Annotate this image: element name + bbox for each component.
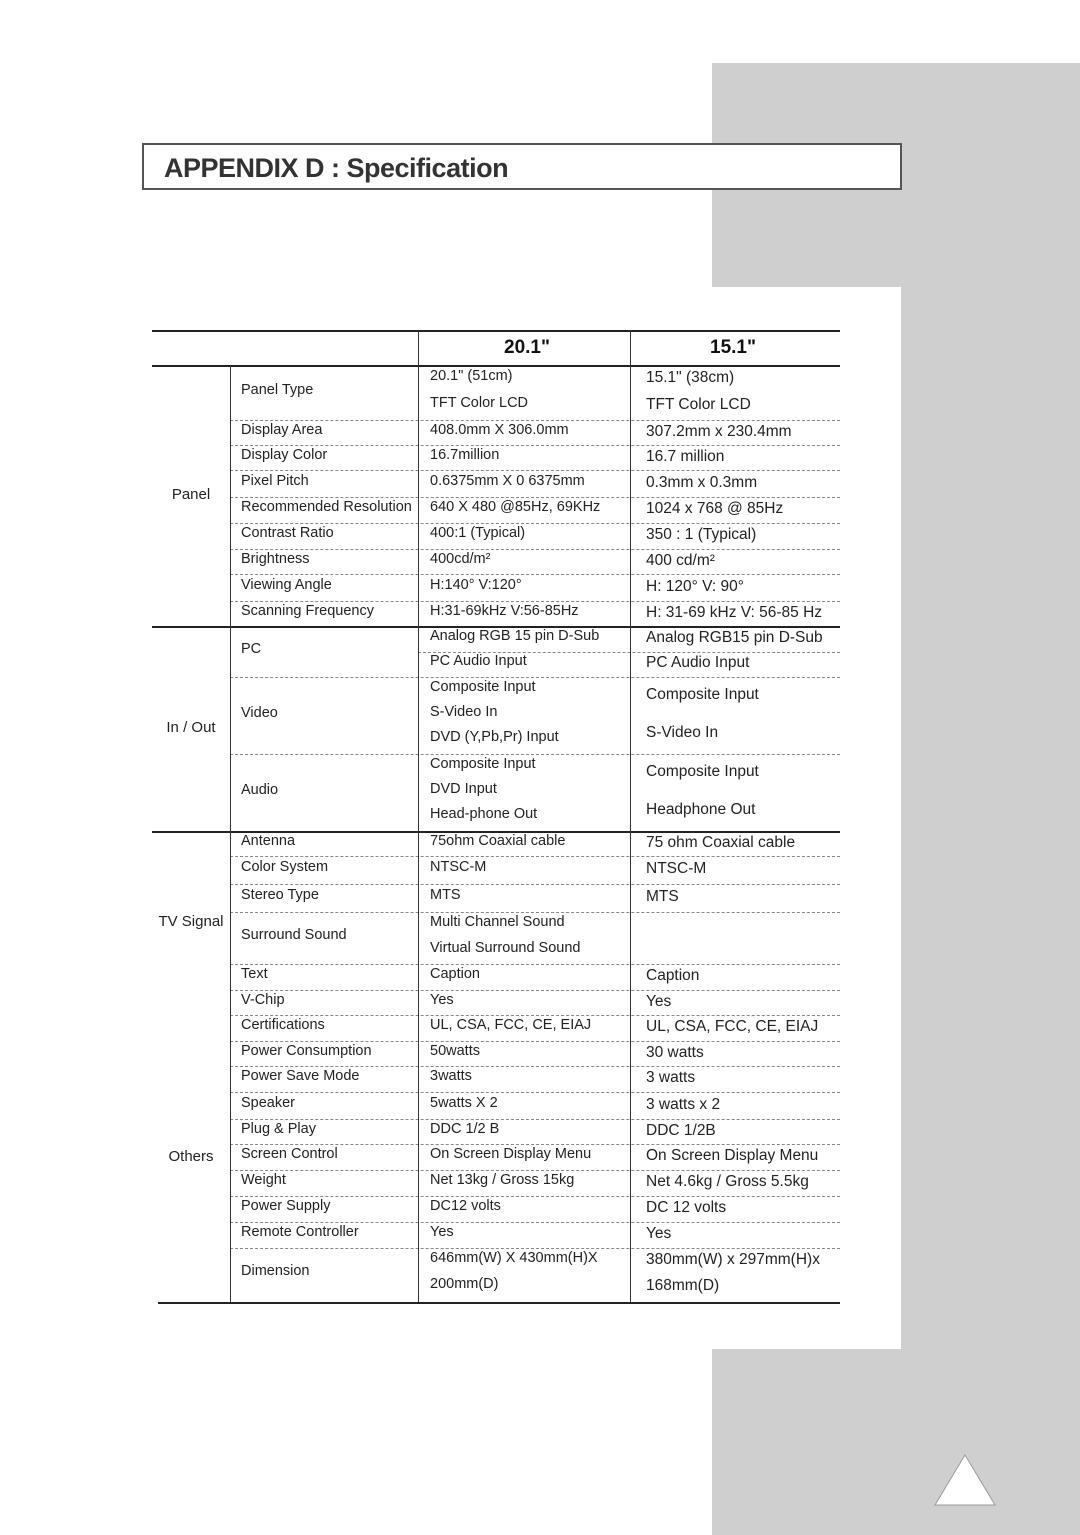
spec-label: Power Save Mode <box>241 1068 360 1084</box>
row-rule <box>230 1222 840 1223</box>
spec-value-20: Head-phone Out <box>430 806 538 822</box>
spec-value-20: Yes <box>430 992 454 1008</box>
spec-label: Text <box>241 966 268 982</box>
spec-value-15: 16.7 million <box>646 448 725 465</box>
spec-value-15: H: 120° V: 90° <box>646 578 744 595</box>
spec-value-20: UL, CSA, FCC, CE, EIAJ <box>430 1017 592 1033</box>
spec-label: Power Consumption <box>241 1043 372 1059</box>
spec-value-15: Yes <box>646 1225 672 1242</box>
spec-label: Scanning Frequency <box>241 603 374 619</box>
spec-label: Contrast Ratio <box>241 525 334 541</box>
row-rule <box>230 1066 840 1067</box>
spec-value-15: 15.1" (38cm) <box>646 369 735 386</box>
spec-value-20: 200mm(D) <box>430 1276 499 1292</box>
col-rule-label <box>230 365 231 1302</box>
spec-value-20: DDC 1/2 B <box>430 1121 500 1137</box>
spec-value-20: MTS <box>430 887 461 903</box>
spec-value-20: S-Video In <box>430 704 498 720</box>
spec-label: Color System <box>241 859 329 875</box>
spec-value-20: DVD (Y,Pb,Pr) Input <box>430 729 559 745</box>
col-rule-20 <box>418 330 419 1302</box>
spec-value-20: On Screen Display Menu <box>430 1146 592 1162</box>
row-rule <box>230 964 840 965</box>
table-bottom-rule <box>158 1302 840 1304</box>
spec-value-20: Composite Input <box>430 679 536 695</box>
row-rule <box>230 1041 840 1042</box>
spec-value-15: NTSC-M <box>646 860 707 877</box>
spec-value-20: 75ohm Coaxial cable <box>430 833 566 849</box>
spec-value-20: DVD Input <box>430 781 497 797</box>
spec-label: Screen Control <box>241 1146 338 1162</box>
spec-value-15: 3 watts x 2 <box>646 1096 721 1113</box>
spec-label: Brightness <box>241 551 310 567</box>
spec-label: Certifications <box>241 1017 325 1033</box>
spec-value-20: 20.1" (51cm) <box>430 368 513 384</box>
spec-value-15: 380mm(W) x 297mm(H)x <box>646 1251 820 1268</box>
spec-value-20: TFT Color LCD <box>430 395 529 411</box>
row-rule <box>230 523 840 524</box>
row-rule <box>230 445 840 446</box>
row-rule <box>230 1248 840 1249</box>
spec-value-20: 408.0mm X 306.0mm <box>430 422 569 438</box>
spec-value-20: 640 X 480 @85Hz, 69KHz <box>430 499 601 515</box>
spec-value-20: 50watts <box>430 1043 480 1059</box>
spec-value-20: Analog RGB 15 pin D-Sub <box>430 628 600 644</box>
spec-value-15: UL, CSA, FCC, CE, EIAJ <box>646 1018 819 1035</box>
spec-label: Weight <box>241 1172 286 1188</box>
header-bottom-rule <box>152 365 840 367</box>
spec-value-15: 350 : 1 (Typical) <box>646 526 757 543</box>
row-rule <box>230 1119 840 1120</box>
spec-value-15: Caption <box>646 967 700 984</box>
spec-value-20: 0.6375mm X 0 6375mm <box>430 473 585 489</box>
spec-value-15: S-Video In <box>646 724 719 741</box>
spec-label: Panel Type <box>241 382 314 398</box>
spec-value-15: 3 watts <box>646 1069 696 1086</box>
spec-label: Display Area <box>241 422 323 438</box>
spec-value-20: DC12 volts <box>430 1198 501 1214</box>
spec-label: Remote Controller <box>241 1224 359 1240</box>
spec-value-20: H:31-69kHz V:56-85Hz <box>430 603 579 619</box>
spec-value-15: 168mm(D) <box>646 1277 720 1294</box>
spec-value-15: MTS <box>646 888 679 905</box>
spec-value-20: 5watts X 2 <box>430 1095 498 1111</box>
spec-label: Viewing Angle <box>241 577 332 593</box>
row-rule <box>230 1144 840 1145</box>
table-top-rule <box>152 330 840 332</box>
spec-value-20: 400cd/m² <box>430 551 491 567</box>
spec-value-15: On Screen Display Menu <box>646 1147 819 1164</box>
spec-label: Audio <box>241 782 279 798</box>
row-rule <box>230 601 840 602</box>
spec-value-15: Net 4.6kg / Gross 5.5kg <box>646 1173 809 1190</box>
row-rule <box>230 497 840 498</box>
column-header-20: 20.1" <box>504 337 550 358</box>
spec-value-15: PC Audio Input <box>646 654 750 671</box>
spec-value-20: Composite Input <box>430 756 536 772</box>
row-rule <box>230 574 840 575</box>
group-label: In / Out <box>166 719 216 736</box>
group-label: Others <box>168 1148 214 1165</box>
spec-value-20: Net 13kg / Gross 15kg <box>430 1172 575 1188</box>
spec-value-15: Yes <box>646 993 672 1010</box>
spec-value-20: Caption <box>430 966 480 982</box>
spec-value-20: 400:1 (Typical) <box>430 525 526 541</box>
spec-value-15: 30 watts <box>646 1044 704 1061</box>
row-rule <box>230 754 840 755</box>
spec-label: Dimension <box>241 1263 310 1279</box>
spec-value-20: Yes <box>430 1224 454 1240</box>
spec-label: Surround Sound <box>241 927 347 943</box>
spec-value-15: 1024 x 768 @ 85Hz <box>646 500 784 517</box>
spec-label: Display Color <box>241 447 328 463</box>
spec-label: Plug & Play <box>241 1121 316 1137</box>
spec-value-15: Composite Input <box>646 686 759 703</box>
spec-label: V-Chip <box>241 992 285 1008</box>
spec-label: Video <box>241 705 278 721</box>
row-rule <box>230 990 840 991</box>
row-rule <box>230 1196 840 1197</box>
spec-value-15: Analog RGB15 pin D-Sub <box>646 629 823 646</box>
row-sub-rule <box>418 652 840 653</box>
spec-value-15: H: 31-69 kHz V: 56-85 Hz <box>646 604 823 621</box>
spec-value-15: DDC 1/2B <box>646 1122 716 1139</box>
spec-label: Speaker <box>241 1095 296 1111</box>
spec-value-15: Composite Input <box>646 763 759 780</box>
spec-value-15: TFT Color LCD <box>646 396 751 413</box>
row-rule <box>230 1092 840 1093</box>
spec-value-15: 0.3mm x 0.3mm <box>646 474 758 491</box>
row-rule <box>230 1015 840 1016</box>
col-rule-15 <box>630 330 631 1302</box>
spec-value-15: Headphone Out <box>646 801 756 818</box>
next-page-triangle-icon[interactable] <box>933 1453 997 1507</box>
spec-label: Recommended Resolution <box>241 499 412 515</box>
spec-value-20: PC Audio Input <box>430 653 527 669</box>
spec-label: Antenna <box>241 833 296 849</box>
spec-value-20: Multi Channel Sound <box>430 914 565 930</box>
column-header-15: 15.1" <box>710 337 756 358</box>
row-rule <box>230 420 840 421</box>
group-label: TV Signal <box>158 913 224 930</box>
spec-value-15: 400 cd/m² <box>646 552 715 569</box>
row-rule <box>230 677 840 678</box>
spec-value-20: 3watts <box>430 1068 472 1084</box>
spec-value-20: NTSC-M <box>430 859 487 875</box>
row-rule <box>230 470 840 471</box>
page-title: APPENDIX D : Specification <box>164 153 509 183</box>
row-rule <box>230 856 840 857</box>
spec-value-20: H:140° V:120° <box>430 577 522 593</box>
spec-value-20: Virtual Surround Sound <box>430 940 581 956</box>
group-label: Panel <box>171 486 211 503</box>
spec-value-20: 646mm(W) X 430mm(H)X <box>430 1250 598 1266</box>
spec-label: Power Supply <box>241 1198 331 1214</box>
spec-value-20: 16.7million <box>430 447 500 463</box>
spec-label: Pixel Pitch <box>241 473 309 489</box>
row-rule <box>230 1170 840 1171</box>
spec-value-15: 307.2mm x 230.4mm <box>646 423 792 440</box>
spec-value-15: DC 12 volts <box>646 1199 727 1216</box>
spec-label: Stereo Type <box>241 887 319 903</box>
spec-value-15: 75 ohm Coaxial cable <box>646 834 796 851</box>
row-rule <box>230 912 840 913</box>
row-rule <box>230 549 840 550</box>
spec-label: PC <box>241 641 262 657</box>
row-rule <box>230 884 840 885</box>
